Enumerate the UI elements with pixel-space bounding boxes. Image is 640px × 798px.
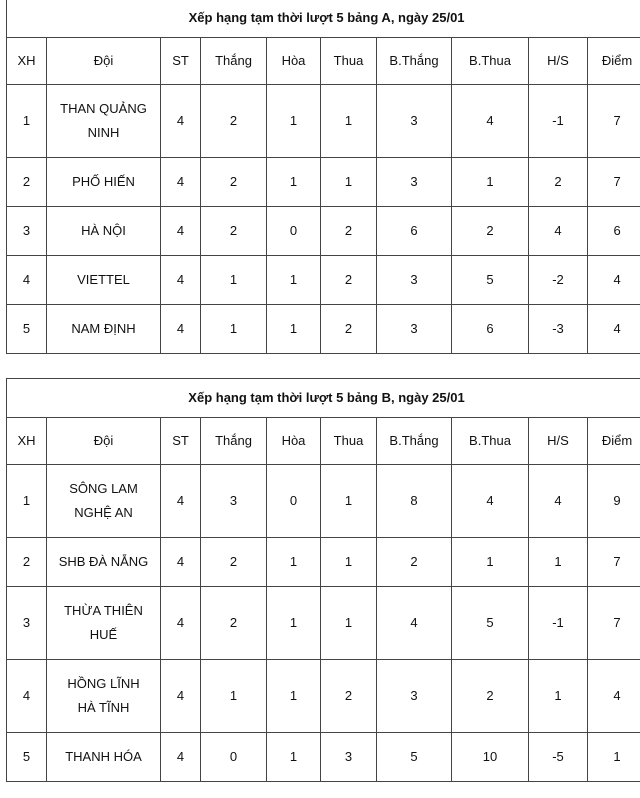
header-goals-against: B.Thua	[452, 38, 529, 85]
cell-drawn: 0	[267, 465, 321, 538]
cell-goal-diff: 1	[529, 660, 588, 733]
table-row	[7, 587, 640, 660]
cell-won: 2	[201, 587, 267, 660]
cell-goals-against: 2	[452, 660, 529, 733]
header-drawn: Hòa	[267, 418, 321, 465]
cell-goals-against: 1	[452, 158, 529, 207]
cell-goal-diff: -2	[529, 256, 588, 305]
cell-team: VIETTEL	[47, 256, 161, 305]
cell-team	[47, 85, 161, 158]
table-row	[7, 256, 640, 305]
cell-rank: 3	[7, 207, 47, 256]
cell-goal-diff: 2	[529, 158, 588, 207]
cell-team: THANH HÓA	[47, 733, 161, 782]
header-rank: XH	[7, 38, 47, 85]
cell-team: SHB ĐÀ NẴNG	[47, 538, 161, 587]
table-row	[7, 305, 640, 354]
cell-drawn: 1	[267, 587, 321, 660]
cell-played: 4	[161, 660, 201, 733]
cell-points: 4	[588, 256, 640, 305]
cell-goals-against: 1	[452, 538, 529, 587]
cell-drawn: 1	[267, 538, 321, 587]
cell-won: 0	[201, 733, 267, 782]
cell-goals-for: 2	[377, 538, 452, 587]
cell-played: 4	[161, 733, 201, 782]
cell-rank: 2	[7, 538, 47, 587]
cell-team: HÀ NỘI	[47, 207, 161, 256]
cell-drawn: 0	[267, 207, 321, 256]
cell-points: 4	[588, 305, 640, 354]
header-drawn: Hòa	[267, 38, 321, 85]
cell-lost: 1	[321, 538, 377, 587]
table-title: Xếp hạng tạm thời lượt 5 bảng B, ngày 25/01	[7, 379, 640, 418]
table-row	[7, 538, 640, 587]
table-title-row	[7, 0, 640, 38]
cell-rank: 3	[7, 587, 47, 660]
column-header-row	[7, 38, 640, 85]
cell-drawn: 1	[267, 305, 321, 354]
cell-goals-against: 10	[452, 733, 529, 782]
cell-goal-diff: 4	[529, 207, 588, 256]
cell-won: 1	[201, 660, 267, 733]
cell-goal-diff: 4	[529, 465, 588, 538]
team-name-line: HUẾ	[89, 627, 118, 642]
cell-played: 4	[161, 207, 201, 256]
table-row	[7, 207, 640, 256]
cell-drawn: 1	[267, 85, 321, 158]
cell-drawn: 1	[267, 660, 321, 733]
cell-goals-for: 4	[377, 587, 452, 660]
cell-won: 1	[201, 256, 267, 305]
cell-goals-for: 3	[377, 85, 452, 158]
cell-lost: 1	[321, 465, 377, 538]
cell-rank: 1	[7, 465, 47, 538]
header-won: Thắng	[201, 38, 267, 85]
cell-points: 7	[588, 538, 640, 587]
cell-played: 4	[161, 256, 201, 305]
cell-won: 2	[201, 158, 267, 207]
cell-won: 1	[201, 305, 267, 354]
cell-team: NAM ĐỊNH	[47, 305, 161, 354]
team-name-line: HÀ TĨNH	[77, 700, 130, 715]
table-row	[7, 85, 640, 158]
cell-lost: 2	[321, 256, 377, 305]
cell-drawn: 1	[267, 733, 321, 782]
cell-won: 3	[201, 465, 267, 538]
cell-drawn: 1	[267, 256, 321, 305]
cell-team	[47, 660, 161, 733]
cell-goals-for: 8	[377, 465, 452, 538]
header-lost: Thua	[321, 418, 377, 465]
header-rank: XH	[7, 418, 47, 465]
cell-played: 4	[161, 538, 201, 587]
cell-lost: 3	[321, 733, 377, 782]
header-lost: Thua	[321, 38, 377, 85]
header-goals-for: B.Thắng	[377, 38, 452, 85]
cell-lost: 2	[321, 660, 377, 733]
team-name-line: HỒNG LĨNH	[67, 676, 140, 691]
team-name-line: THỪA THIÊN	[64, 603, 143, 618]
table-title: Xếp hạng tạm thời lượt 5 bảng A, ngày 25/01	[7, 0, 640, 38]
cell-goal-diff: 1	[529, 538, 588, 587]
header-played: ST	[161, 38, 201, 85]
cell-goals-for: 3	[377, 305, 452, 354]
cell-lost: 1	[321, 158, 377, 207]
table-row	[7, 660, 640, 733]
cell-points: 4	[588, 660, 640, 733]
cell-team	[47, 465, 161, 538]
header-team: Đội	[47, 418, 161, 465]
cell-goals-for: 5	[377, 733, 452, 782]
cell-points: 7	[588, 85, 640, 158]
table-row	[7, 465, 640, 538]
table-title-row	[7, 379, 640, 418]
cell-lost: 2	[321, 207, 377, 256]
cell-goals-against: 4	[452, 85, 529, 158]
cell-points: 9	[588, 465, 640, 538]
cell-goal-diff: -1	[529, 85, 588, 158]
cell-rank: 1	[7, 85, 47, 158]
standings-table-group-a	[6, 0, 640, 354]
team-name-line: NINH	[87, 125, 120, 140]
header-played: ST	[161, 418, 201, 465]
cell-lost: 1	[321, 587, 377, 660]
cell-played: 4	[161, 158, 201, 207]
cell-rank: 2	[7, 158, 47, 207]
header-won: Thắng	[201, 418, 267, 465]
table-row	[7, 733, 640, 782]
cell-points: 1	[588, 733, 640, 782]
cell-played: 4	[161, 587, 201, 660]
cell-goals-for: 3	[377, 660, 452, 733]
cell-points: 7	[588, 158, 640, 207]
cell-goal-diff: -5	[529, 733, 588, 782]
cell-goals-against: 4	[452, 465, 529, 538]
cell-goals-against: 6	[452, 305, 529, 354]
cell-rank: 4	[7, 660, 47, 733]
cell-lost: 1	[321, 85, 377, 158]
cell-goal-diff: -3	[529, 305, 588, 354]
header-goals-against: B.Thua	[452, 418, 529, 465]
standings-table-group-b	[6, 378, 640, 782]
cell-won: 2	[201, 85, 267, 158]
cell-team	[47, 587, 161, 660]
cell-points: 7	[588, 587, 640, 660]
cell-goals-for: 6	[377, 207, 452, 256]
cell-won: 2	[201, 207, 267, 256]
team-name-line: SÔNG LAM	[69, 481, 138, 496]
cell-won: 2	[201, 538, 267, 587]
cell-lost: 2	[321, 305, 377, 354]
cell-goals-for: 3	[377, 256, 452, 305]
cell-played: 4	[161, 85, 201, 158]
cell-rank: 5	[7, 305, 47, 354]
header-points: Điểm	[588, 418, 640, 465]
cell-played: 4	[161, 465, 201, 538]
team-name-line: NGHỆ AN	[74, 505, 133, 520]
cell-goals-against: 5	[452, 256, 529, 305]
cell-goal-diff: -1	[529, 587, 588, 660]
cell-goals-against: 5	[452, 587, 529, 660]
header-goals-for: B.Thắng	[377, 418, 452, 465]
header-points: Điểm	[588, 38, 640, 85]
cell-rank: 4	[7, 256, 47, 305]
cell-team: PHỐ HIẾN	[47, 158, 161, 207]
column-header-row	[7, 418, 640, 465]
cell-goals-against: 2	[452, 207, 529, 256]
cell-points: 6	[588, 207, 640, 256]
header-goal-diff: H/S	[529, 418, 588, 465]
table-row	[7, 158, 640, 207]
cell-drawn: 1	[267, 158, 321, 207]
cell-played: 4	[161, 305, 201, 354]
team-name-line: THAN QUẢNG	[60, 101, 147, 116]
cell-goals-for: 3	[377, 158, 452, 207]
header-team: Đội	[47, 38, 161, 85]
cell-rank: 5	[7, 733, 47, 782]
header-goal-diff: H/S	[529, 38, 588, 85]
